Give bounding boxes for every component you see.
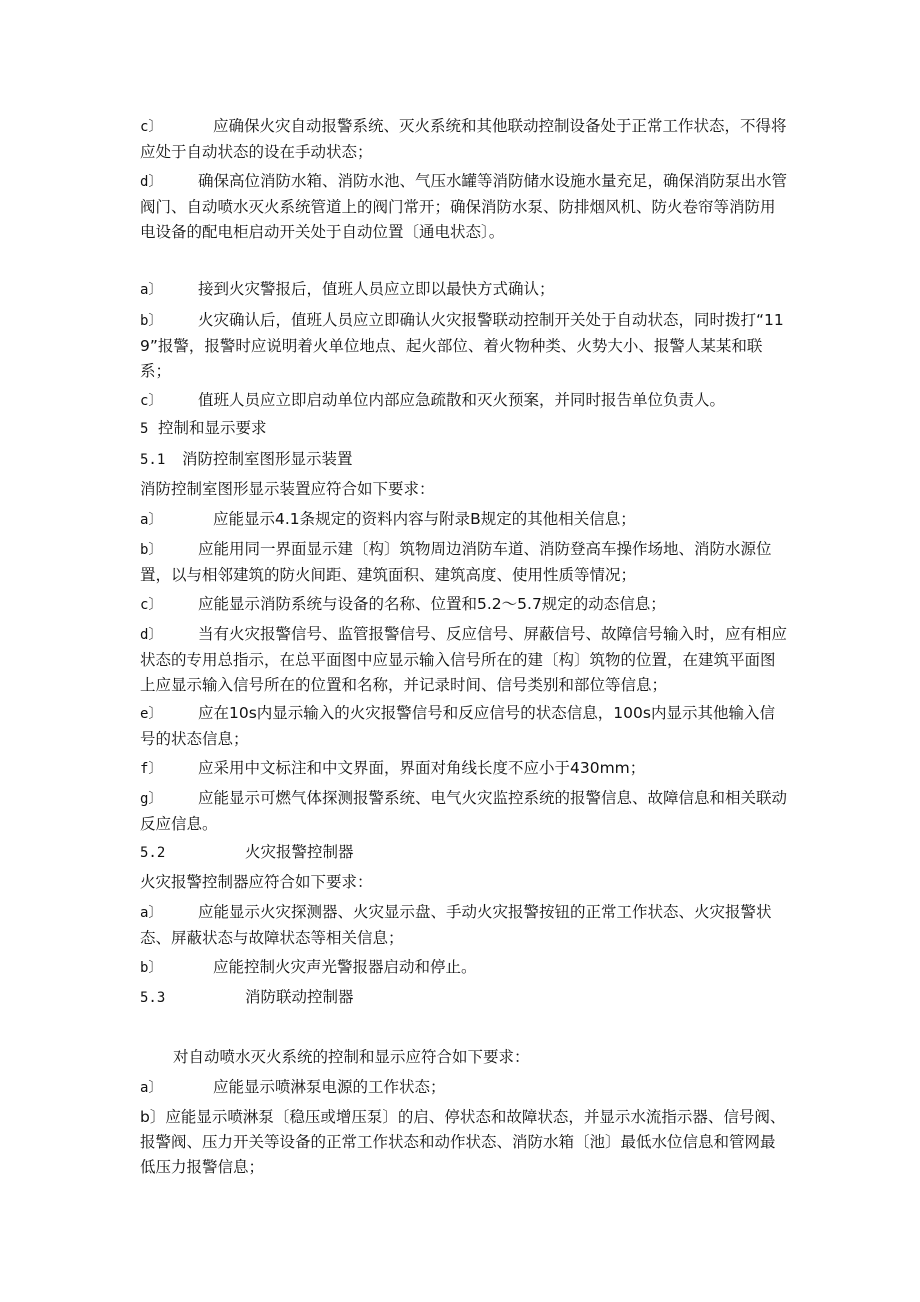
item-text: 应能显示火灾探测器、火灾显示盘、手动火灾报警按钮的正常工作状态、火灾报警状态、屏蔽状态与故障状态等相关信息；	[140, 903, 772, 947]
intro-text: 消防控制室图形显示装置应符合如下要求：	[140, 480, 435, 498]
section-title: 消防联动控制器	[245, 988, 354, 1006]
item-b-display-site	[140, 537, 790, 588]
item-text: 当有火灾报警信号、监管报警信号、反应信号、屏蔽信号、故障信号输入时，应有相应状态的专用总指示，在总平面图中应显示输入信号所在的建〔构〕筑物的位置，在建筑平面图上应显示输入信号所在的位置和名称，并记录时间、信号类别和部位等信息；	[140, 625, 788, 694]
item-label: a〕	[140, 1080, 163, 1096]
item-label: c〕	[140, 393, 163, 409]
item-d-water-supply	[140, 169, 790, 245]
section-5-1-heading	[140, 447, 790, 473]
intro-text: 对自动喷水灭火系统的控制和显示应符合如下要求：	[173, 1048, 530, 1066]
item-text: 应能显示喷淋泵〔稳压或增压泵〕的启、停状态和故障状态，并显示水流指示器、信号阀、报警阀、压力开关等设备的正常工作状态和动作状态、消防水箱〔池〕最低水位信息和管网最低压力报警信息；	[140, 1108, 786, 1176]
section-number: 5.1	[140, 452, 166, 468]
item-a-display-info	[140, 507, 790, 533]
item-text: 应能用同一界面显示建〔构〕筑物周边消防车道、消防登高车操作场地、消防水源位置，以与相邻建筑的防火间距、建筑面积、建筑高度、使用性质等情况；	[140, 540, 772, 584]
item-label: c〕	[140, 119, 163, 135]
item-text: 应能控制火灾声光警报器启动和停止。	[213, 958, 477, 976]
item-text: 应确保火灾自动报警系统、灭火系统和其他联动控制设备处于正常工作状态，不得将应处于自动状态的设在手动状态；	[140, 117, 787, 161]
item-label: g〕	[140, 791, 163, 807]
item-c-system-state	[140, 114, 790, 165]
item-label: c〕	[140, 597, 163, 613]
section-number: 5	[140, 421, 149, 437]
item-c-display-dynamic	[140, 592, 790, 618]
item-f-chinese-ui	[140, 756, 790, 782]
item-b-call-119	[140, 308, 790, 384]
item-a-controller-display	[140, 900, 790, 951]
section-5-2-heading	[140, 840, 790, 866]
section-5-3-heading	[140, 985, 790, 1011]
intro-text: 火灾报警控制器应符合如下要求：	[140, 873, 373, 891]
item-label: f〕	[140, 761, 163, 777]
item-label: a〕	[140, 282, 163, 298]
item-b-pump-status	[140, 1105, 790, 1180]
item-text: 接到火灾警报后，值班人员应立即以最快方式确认；	[198, 280, 555, 298]
item-label: a〕	[140, 512, 163, 528]
section-5-heading	[140, 416, 790, 442]
item-text: 确保高位消防水箱、消防水池、气压水罐等消防储水设施水量充足，确保消防泵出水管阀门、自动喷水灭火系统管道上的阀门常开；确保消防水泵、防排烟风机、防火卷帘等消防用电设备的配电柜启动开关处于自动位置〔通电状态〕。	[140, 172, 788, 241]
section-5-1-intro	[140, 477, 790, 502]
item-text: 应能显示4.1条规定的资料内容与附录B规定的其他相关信息；	[213, 510, 636, 528]
section-5-2-intro	[140, 870, 790, 895]
item-e-display-time	[140, 701, 790, 752]
item-b-alarm-control	[140, 955, 790, 981]
item-label: d〕	[140, 174, 163, 190]
item-text: 应能显示消防系统与设备的名称、位置和5.2～5.7规定的动态信息；	[198, 595, 666, 613]
item-g-gas-electric	[140, 786, 790, 837]
item-text: 应能显示可燃气体探测报警系统、电气火灾监控系统的报警信息、故障信息和相关联动反应信息。	[140, 789, 788, 833]
item-label: d〕	[140, 627, 163, 643]
item-d-signal-indication	[140, 622, 790, 698]
item-text: 火灾确认后，值班人员应立即确认火灾报警联动控制开关处于自动状态，同时拨打“119”报警，报警时应说明着火单位地点、起火部位、着火物种类、火势大小、报警人某某和联系；	[140, 311, 784, 380]
section-number: 5.2	[140, 845, 166, 861]
item-a-alarm-confirm	[140, 277, 790, 303]
item-label: b〕	[140, 313, 163, 329]
item-label: e〕	[140, 706, 163, 722]
item-text: 值班人员应立即启动单位内部应急疏散和灭火预案，并同时报告单位负责人。	[198, 391, 726, 409]
item-c-emergency-plan	[140, 388, 790, 414]
item-label: a〕	[140, 905, 163, 921]
section-title: 控制和显示要求	[158, 419, 267, 437]
section-5-3-intro	[140, 1045, 790, 1070]
section-title: 消防控制室图形显示装置	[182, 450, 353, 468]
section-title: 火灾报警控制器	[245, 843, 354, 861]
item-text: 应在10s内显示输入的火灾报警信号和反应信号的状态信息，100s内显示其他输入信号的状态信息；	[140, 704, 775, 748]
item-label: b〕	[140, 1108, 166, 1126]
item-text: 应能显示喷淋泵电源的工作状态；	[213, 1078, 446, 1096]
item-a-pump-power	[140, 1075, 790, 1101]
item-label: b〕	[140, 960, 163, 976]
section-number: 5.3	[140, 990, 166, 1006]
item-text: 应采用中文标注和中文界面，界面对角线长度不应小于430mm；	[198, 759, 646, 777]
item-label: b〕	[140, 542, 163, 558]
